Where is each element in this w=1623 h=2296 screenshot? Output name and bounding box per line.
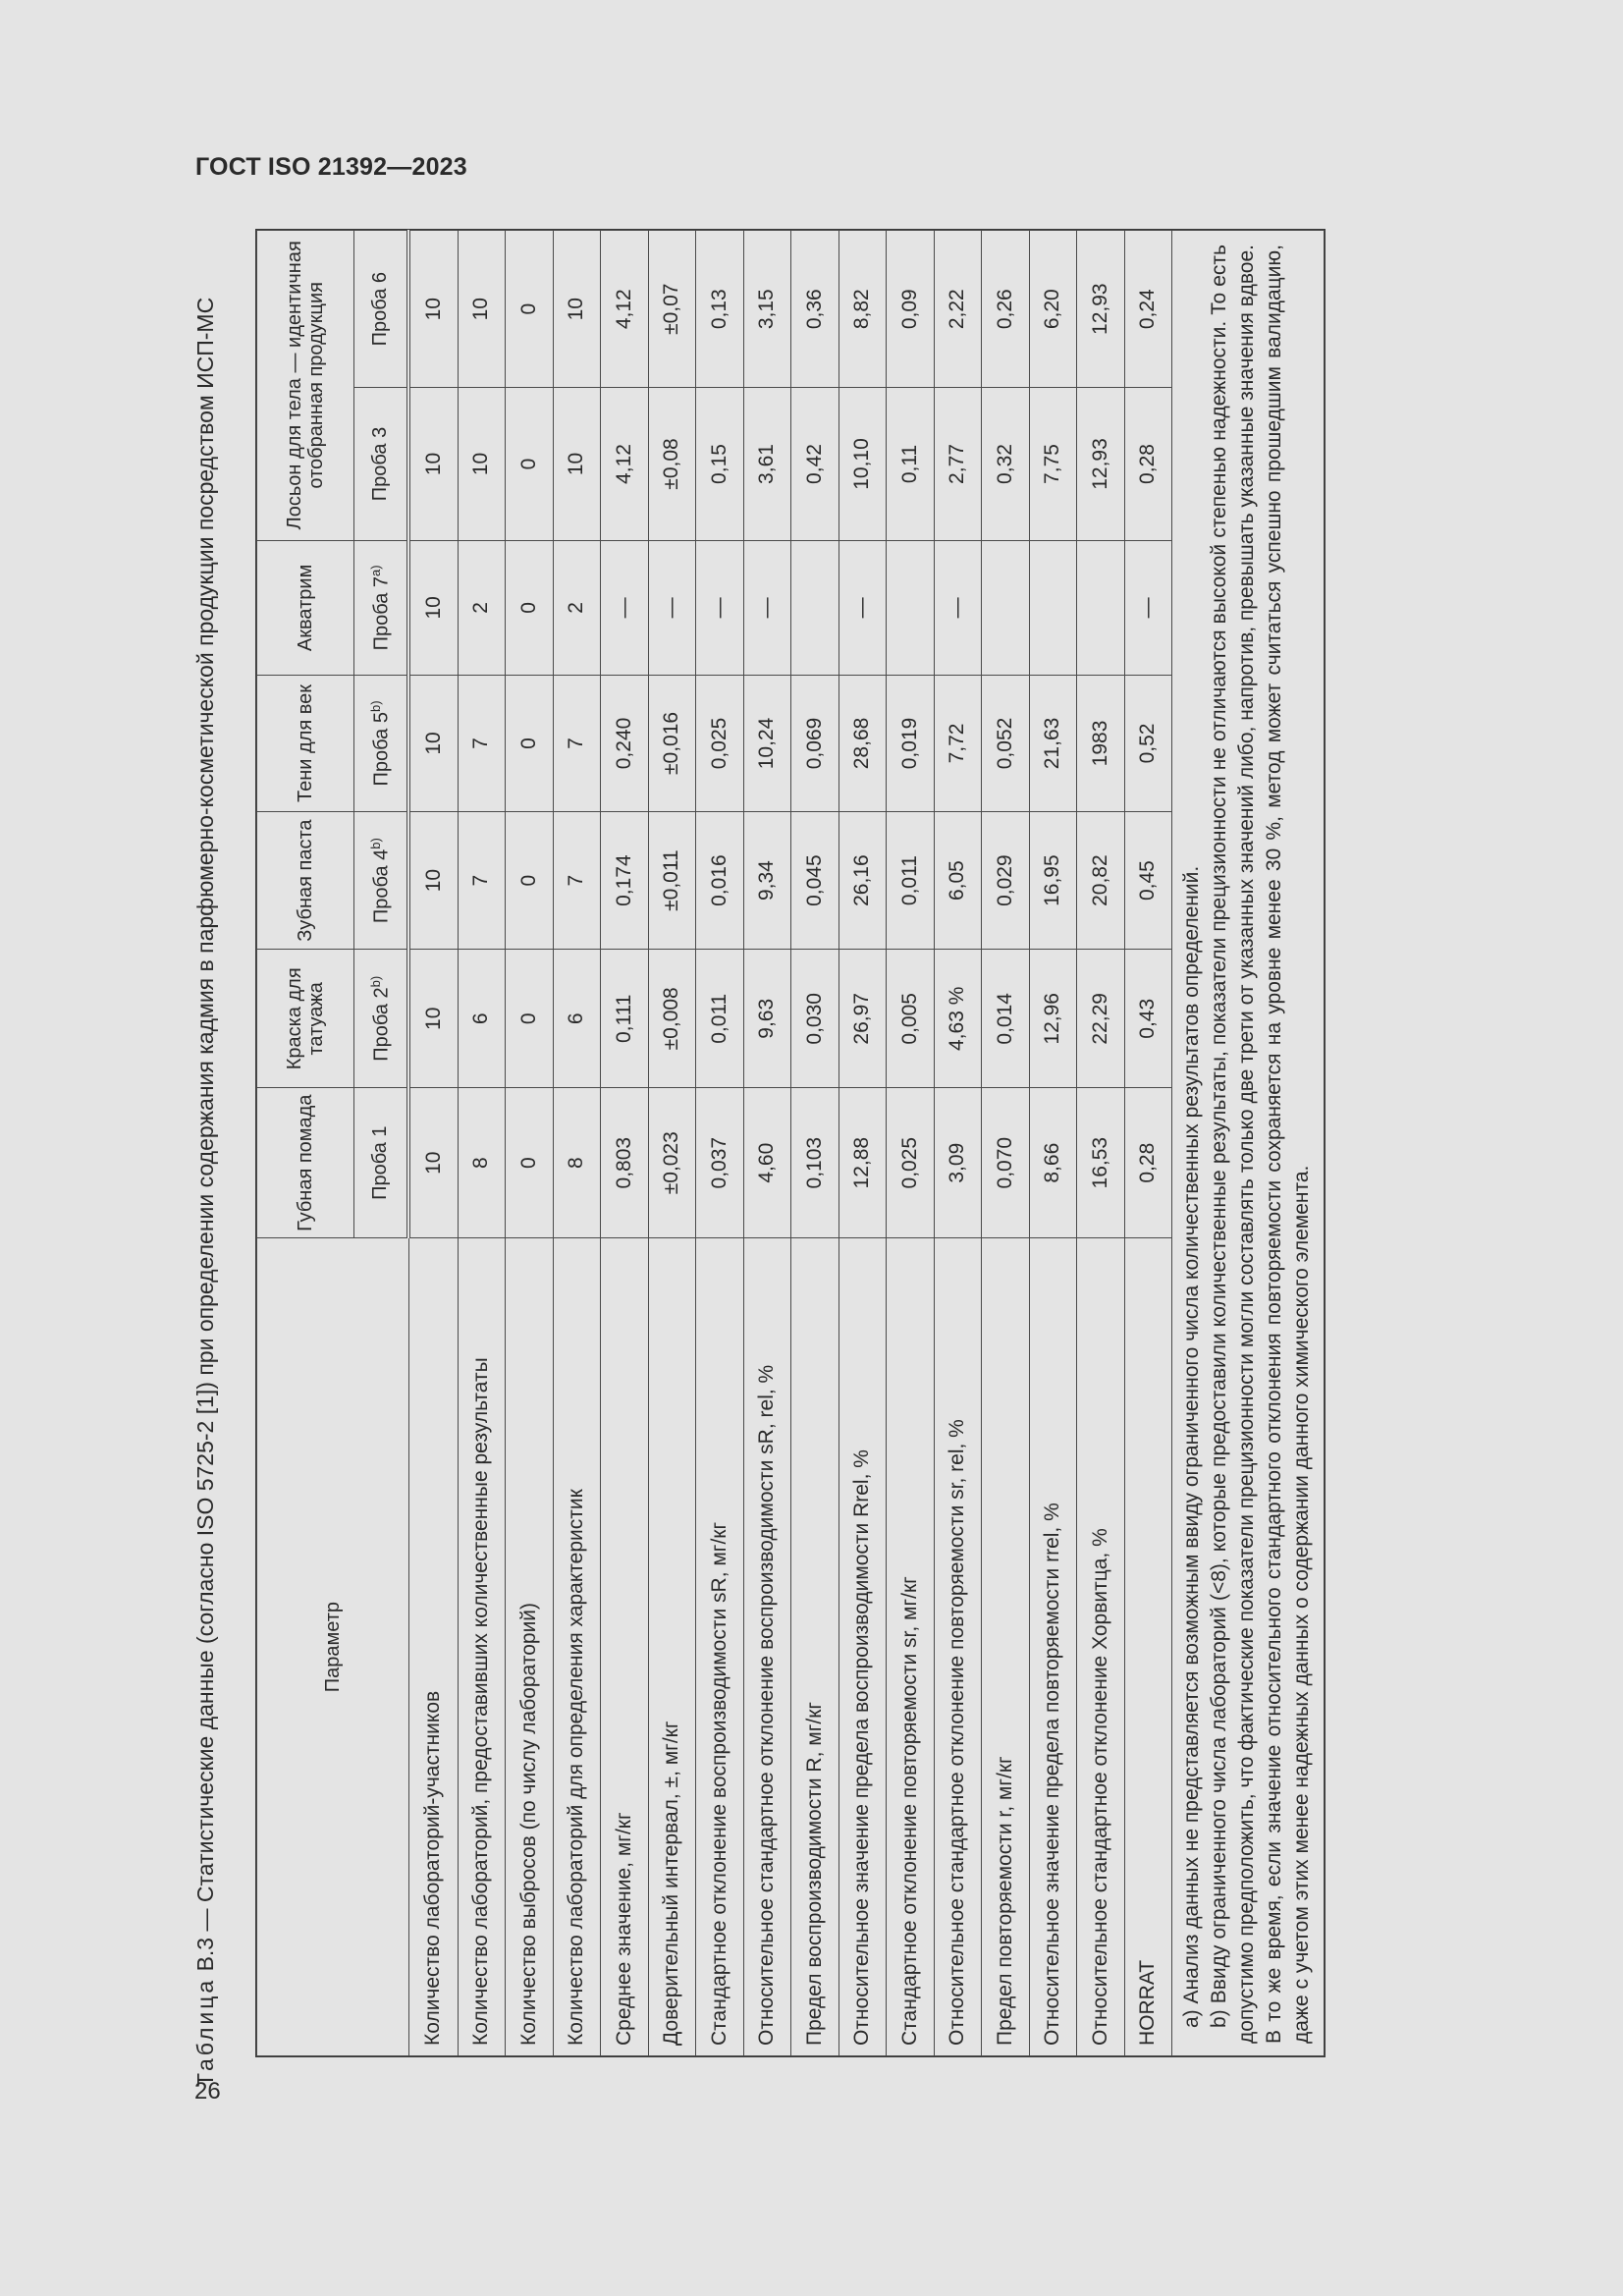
table-footnotes <box>1172 231 1325 2056</box>
product-group-header: Зубная паста <box>257 811 354 950</box>
value-cell: 8,82 <box>839 231 887 388</box>
value-cell: — <box>743 540 791 676</box>
param-cell: Предел воспроизводимости R, мг/кг <box>791 1238 839 2056</box>
value-cell: 0,803 <box>601 1088 649 1238</box>
value-cell: 0,029 <box>982 811 1030 950</box>
value-cell: 7 <box>553 811 601 950</box>
value-cell: 0,111 <box>601 950 649 1088</box>
param-cell: Количество лабораторий, предоставивших количественные результаты <box>458 1238 506 2056</box>
value-cell: 10 <box>408 950 458 1088</box>
value-cell: 7 <box>458 676 506 812</box>
value-cell: 3,61 <box>743 388 791 540</box>
value-cell: ±0,023 <box>648 1088 696 1238</box>
param-cell: Относительное стандартное отклонение Хорвитца, % <box>1077 1238 1125 2056</box>
value-cell: 0,32 <box>982 388 1030 540</box>
value-cell: 8,66 <box>1029 1088 1077 1238</box>
value-cell: ±0,008 <box>648 950 696 1088</box>
value-cell <box>982 540 1030 676</box>
value-cell: 10 <box>408 811 458 950</box>
value-cell: 0,09 <box>887 231 935 388</box>
table-row <box>1124 231 1172 2056</box>
value-cell: 0,11 <box>887 388 935 540</box>
table-caption <box>191 221 220 2087</box>
value-cell: 0 <box>506 231 554 388</box>
value-cell: 0,26 <box>982 231 1030 388</box>
value-cell: 21,63 <box>1029 676 1077 812</box>
page-number: 26 <box>194 2078 221 2105</box>
table-row <box>791 231 839 2056</box>
param-cell: Количество лабораторий для определения характеристик <box>553 1238 601 2056</box>
sample-header: Проба 3 <box>354 388 409 540</box>
table-row <box>601 231 649 2056</box>
param-cell: Относительное стандартное отклонение воспроизводимости sR, rel, % <box>743 1238 791 2056</box>
value-cell: — <box>839 540 887 676</box>
sample-header: Проба 1 <box>354 1088 409 1238</box>
table-row <box>934 231 982 2056</box>
value-cell: 0,28 <box>1124 388 1172 540</box>
value-cell: 10 <box>408 540 458 676</box>
value-cell: 7 <box>553 676 601 812</box>
value-cell: 0 <box>506 950 554 1088</box>
value-cell: 2 <box>458 540 506 676</box>
value-cell: 20,82 <box>1077 811 1125 950</box>
value-cell: 9,34 <box>743 811 791 950</box>
value-cell: 1983 <box>1077 676 1125 812</box>
notes-row <box>1172 231 1325 2056</box>
value-cell: 8 <box>458 1088 506 1238</box>
value-cell: 4,12 <box>601 388 649 540</box>
value-cell: 0 <box>506 1088 554 1238</box>
product-group-header: Губная помада <box>257 1088 354 1238</box>
value-cell: 7 <box>458 811 506 950</box>
value-cell: 12,93 <box>1077 388 1125 540</box>
product-group-header: Тени для век <box>257 676 354 812</box>
value-cell <box>887 540 935 676</box>
value-cell: 0,016 <box>696 811 744 950</box>
value-cell: ±0,011 <box>648 811 696 950</box>
value-cell: — <box>648 540 696 676</box>
value-cell: 0,025 <box>696 676 744 812</box>
value-cell: 12,93 <box>1077 231 1125 388</box>
value-cell: 26,97 <box>839 950 887 1088</box>
product-group-header: Краска для татуажа <box>257 950 354 1088</box>
value-cell: 0 <box>506 540 554 676</box>
value-cell: 16,53 <box>1077 1088 1125 1238</box>
document-header: ГОСТ ISO 21392—2023 <box>195 153 467 181</box>
param-cell: Стандартное отклонение повторяемости sr, мг/кг <box>887 1238 935 2056</box>
table-body <box>408 231 1325 2056</box>
value-cell: 3,09 <box>934 1088 982 1238</box>
value-cell: 10 <box>408 388 458 540</box>
value-cell <box>791 540 839 676</box>
value-cell <box>1077 540 1125 676</box>
param-cell: Среднее значение, мг/кг <box>601 1238 649 2056</box>
value-cell: 0,037 <box>696 1088 744 1238</box>
value-cell: 9,63 <box>743 950 791 1088</box>
value-cell: 10 <box>408 1088 458 1238</box>
product-group-header: Лосьон для тела — идентичная отобранная продукция <box>257 231 354 541</box>
caption-label: Таблица <box>192 1977 218 2087</box>
value-cell: 26,16 <box>839 811 887 950</box>
sample-header: Проба 5$^{b)}$ <box>354 676 409 812</box>
value-cell: 0,45 <box>1124 811 1172 950</box>
value-cell: 0,014 <box>982 950 1030 1088</box>
table-row <box>648 231 696 2056</box>
value-cell: — <box>601 540 649 676</box>
value-cell: 0,240 <box>601 676 649 812</box>
value-cell: 12,88 <box>839 1088 887 1238</box>
param-cell: Относительное значение предела повторяемости rrel, % <box>1029 1238 1077 2056</box>
sample-header: Проба 7$^{a)}$ <box>354 540 409 676</box>
table <box>256 230 1325 2056</box>
value-cell: 10 <box>408 231 458 388</box>
value-cell: 0,070 <box>982 1088 1030 1238</box>
value-cell: 7,75 <box>1029 388 1077 540</box>
value-cell: 16,95 <box>1029 811 1077 950</box>
value-cell: 10 <box>458 231 506 388</box>
value-cell: 4,63 % <box>934 950 982 1088</box>
value-cell: 0,011 <box>887 811 935 950</box>
statistics-table <box>255 229 1325 2057</box>
caption-text: — Статистические данные (согласно ISO 5725-2 [1]) при определении содержания кадмия в парфюмерно-косметической продукции посредством ИСП-МС <box>192 297 218 1938</box>
table-row <box>1077 231 1125 2056</box>
param-column-header: Параметр <box>257 1238 409 2056</box>
param-cell: Количество выбросов (по числу лабораторий) <box>506 1238 554 2056</box>
footnote-a: a) Анализ данных не представляется возможным ввиду ограниченного числа количественных результатов определений. <box>1180 865 1203 2028</box>
table-row <box>408 231 458 2056</box>
value-cell: 0,052 <box>982 676 1030 812</box>
value-cell: 6,20 <box>1029 231 1077 388</box>
param-cell: Относительное значение предела воспроизводимости Rrel, % <box>839 1238 887 2056</box>
value-cell: 0,28 <box>1124 1088 1172 1238</box>
value-cell: 0,36 <box>791 231 839 388</box>
value-cell: — <box>934 540 982 676</box>
value-cell: 10 <box>458 388 506 540</box>
value-cell: 6 <box>458 950 506 1088</box>
table-row <box>696 231 744 2056</box>
caption-number: В.3 <box>192 1937 218 1978</box>
value-cell: 4,12 <box>601 231 649 388</box>
table-row <box>743 231 791 2056</box>
value-cell: 0,019 <box>887 676 935 812</box>
value-cell <box>1029 540 1077 676</box>
value-cell: 10 <box>553 388 601 540</box>
value-cell: 22,29 <box>1077 950 1125 1088</box>
value-cell: 2 <box>553 540 601 676</box>
value-cell: 3,15 <box>743 231 791 388</box>
value-cell: 10,10 <box>839 388 887 540</box>
value-cell: ±0,08 <box>648 388 696 540</box>
value-cell: 0,030 <box>791 950 839 1088</box>
sample-header: Проба 4$^{b)}$ <box>354 811 409 950</box>
sample-header: Проба 2$^{b)}$ <box>354 950 409 1088</box>
table-row <box>887 231 935 2056</box>
param-cell: Количество лабораторий-участников <box>408 1238 458 2056</box>
value-cell: 0,025 <box>887 1088 935 1238</box>
param-cell: Предел повторяемости r, мг/кг <box>982 1238 1030 2056</box>
value-cell: 7,72 <box>934 676 982 812</box>
product-group-header: Акватрим <box>257 540 354 676</box>
value-cell: 28,68 <box>839 676 887 812</box>
group-header-row <box>257 231 354 2056</box>
rotated-table-region <box>191 201 1399 2087</box>
value-cell: 0,011 <box>696 950 744 1088</box>
value-cell: 0,24 <box>1124 231 1172 388</box>
footnote-b: b) Ввиду ограниченного числа лабораторий (<8), которые предоставили количественные результаты, показатели прецизионности не отличаются высокой степенью надежности. То есть допустимо предположить, что фактические показатели прецизионности могли составлять только две трети от указанных значений либо, напротив, превышать указанные значения вдвое. В то же время, если значение относительного стандартного отклонения повторяемости сохраняется на уровне менее 30 %, метод может считаться успешно прошедшим валидацию, даже с учетом этих менее надежных данных о содержании данного химического элемента. <box>1208 245 1313 2044</box>
table-row <box>982 231 1030 2056</box>
value-cell: 0,42 <box>791 388 839 540</box>
value-cell: 0,13 <box>696 231 744 388</box>
value-cell: 0 <box>506 388 554 540</box>
value-cell: 0,069 <box>791 676 839 812</box>
param-cell: Относительное стандартное отклонение повторяемости sr, rel, % <box>934 1238 982 2056</box>
sample-header: Проба 6 <box>354 231 409 388</box>
value-cell: — <box>696 540 744 676</box>
value-cell: 0,005 <box>887 950 935 1088</box>
table-row <box>839 231 887 2056</box>
value-cell: 0 <box>506 676 554 812</box>
value-cell: 8 <box>553 1088 601 1238</box>
param-cell: HORRAT <box>1124 1238 1172 2056</box>
value-cell: 0,174 <box>601 811 649 950</box>
value-cell: ±0,07 <box>648 231 696 388</box>
value-cell: 6,05 <box>934 811 982 950</box>
value-cell: ±0,016 <box>648 676 696 812</box>
table-row <box>506 231 554 2056</box>
value-cell: 0,15 <box>696 388 744 540</box>
value-cell: 4,60 <box>743 1088 791 1238</box>
value-cell: 0 <box>506 811 554 950</box>
table-row <box>553 231 601 2056</box>
value-cell: 2,22 <box>934 231 982 388</box>
value-cell: 10,24 <box>743 676 791 812</box>
value-cell: 0,103 <box>791 1088 839 1238</box>
value-cell: 2,77 <box>934 388 982 540</box>
value-cell: — <box>1124 540 1172 676</box>
table-row <box>1029 231 1077 2056</box>
value-cell: 10 <box>553 231 601 388</box>
value-cell: 0,045 <box>791 811 839 950</box>
value-cell: 12,96 <box>1029 950 1077 1088</box>
param-cell: Доверительный интервал, ±, мг/кг <box>648 1238 696 2056</box>
value-cell: 10 <box>408 676 458 812</box>
value-cell: 0,43 <box>1124 950 1172 1088</box>
param-cell: Стандартное отклонение воспроизводимости sR, мг/кг <box>696 1238 744 2056</box>
value-cell: 6 <box>553 950 601 1088</box>
table-row <box>458 231 506 2056</box>
value-cell: 0,52 <box>1124 676 1172 812</box>
